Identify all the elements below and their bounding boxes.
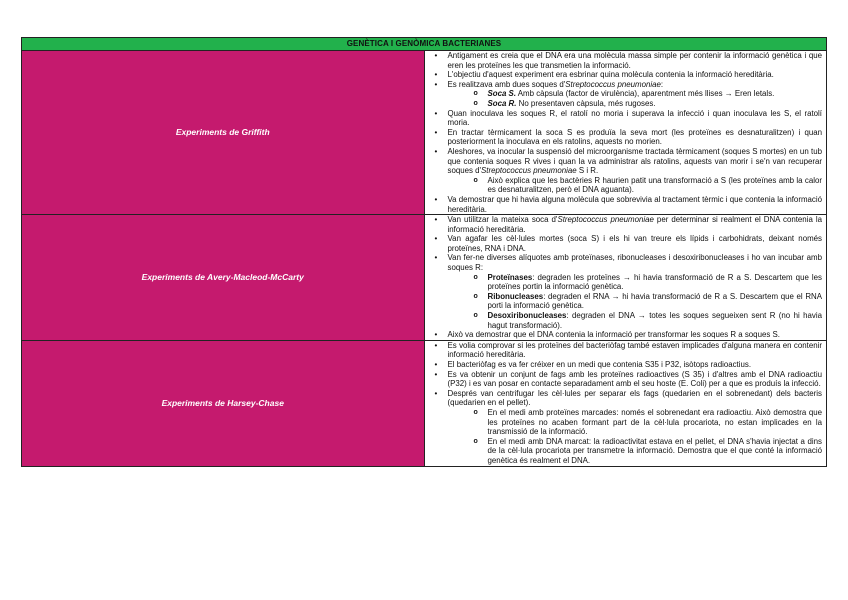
enzyme-name: Desoxiribonucleases [487, 311, 567, 321]
species-name: Streptococcus pneumoniae [557, 215, 654, 225]
list-item: • Es va obtenir un conjunt de fags amb les proteïnes radioactives (S 35) i d'altres amb el DNA radioactiu (P32) i es van posar en contacte separadament amb el seu hoste (E. Coli) per a que es produís la infecció. [425, 370, 827, 389]
row-griffith [22, 51, 827, 215]
label-griffith: Experiments de Griffith [22, 51, 425, 215]
content-avery [424, 215, 827, 341]
strain-name: Soca R. [487, 98, 517, 108]
text: : [660, 79, 664, 89]
content-hershey [424, 340, 827, 466]
list-item [425, 147, 827, 195]
list-item: • En tractar tèrmicament la soca S es produïa la seva mort (les proteïnes es desnaturalitzen) i quan posteriorment la inoculava en els ratolins, aquests no morien. [425, 128, 827, 147]
list-item [425, 215, 827, 234]
species-name: Streptococcus pneumoniae [481, 166, 577, 176]
content-griffith [424, 51, 827, 215]
enzyme-name: Ribonucleases [487, 291, 544, 301]
list-item: • Quan inoculava les soques R, el ratolí no moria i superava la infecció i quan inoculava les S, el ratolí moria. [425, 109, 827, 128]
species-name: Streptococcus pneumoniae [565, 79, 661, 89]
sub-item [448, 311, 823, 330]
row-hershey [22, 340, 827, 466]
summary-table [21, 37, 827, 467]
label-avery: Experiments de Avery-Macleod-McCarty [22, 215, 425, 341]
text: : degraden les proteïnes → hi havia transformació de R a S. Descartem que les proteïnes portin la informació genètica. [487, 272, 822, 292]
sub-item: o En el medi amb DNA marcat: la radioactivitat estava en el pellet, el DNA s'havia injectat a dins de la cèl·lula procariota per transmetre la informació. Demostra que el que conté la informació genètica és realment el DNA. [448, 437, 823, 466]
label-hershey: Experiments de Harsey-Chase [22, 340, 425, 466]
text: No presentaven càpsula, més rugoses. [516, 98, 656, 108]
text: Aleshores, va inocular la suspensió del microorganisme tractada tèrmicament (soques S mortes) en un tub que contenia soques R vives i quan la va administrar als ratolins, aquests van morir i se'n van recuperar soques d' [447, 146, 822, 176]
text: : degraden el DNA → totes les soques segueixen sent R (no hi havia hagut transformació). [487, 311, 822, 330]
list-item [425, 80, 827, 109]
text: per determinar si realment el DNA contenia la informació hereditària. [447, 215, 822, 234]
list-item [425, 253, 827, 330]
sub-item [448, 292, 823, 311]
list-item: • Va demostrar que hi havia alguna molècula que sobrevivia al tractament tèrmic i que contenia la informació hereditària. [425, 195, 827, 214]
enzyme-name: Proteïnases [487, 272, 533, 282]
table-title: GENÈTICA I GENÒMICA BACTERIANES [22, 38, 827, 51]
list-item: • L'objectiu d'aquest experiment era esbrinar quina molècula contenia la informació hereditària. [425, 70, 827, 80]
text: Van fer-ne diverses alíquotes amb proteïnases, ribonucleases i desoxiribonucleases i ho van incubar amb soques R: [447, 253, 822, 273]
list-item: • Es volia comprovar si les proteïnes del bacteriòfag també estaven implicades d'alguna manera en contenir informació hereditària. [425, 341, 827, 360]
sub-item [448, 99, 823, 109]
list-item: • Això va demostrar que el DNA contenia la informació per transformar les soques R a soques S. [425, 330, 827, 340]
sub-item: o Això explica que les bactèries R haurien patit una transformació a S (les proteïnes amb la calor es desnaturalitzen, però el DNA aguanta). [448, 176, 823, 195]
sub-item: o En el medi amb proteïnes marcades: només el sobrenedant era radioactiu. Això demostra que les proteïnes no acaben formant part de la cèl·lula procariota, no estan implicades en la transmissió de la informació. [448, 408, 823, 437]
list-item: • Van agafar les cèl·lules mortes (soca S) i els hi van treure els lípids i carbohidrats, deixant només proteïnes, RNA i DNA. [425, 234, 827, 253]
text: S i R. [576, 166, 599, 176]
list-item: • Antigament es creia que el DNA era una molècula massa simple per contenir la informació genètica i que eren les proteïnes les que transmetien la informació. [425, 51, 827, 70]
strain-name: Soca S. [487, 89, 517, 99]
text: Es realitzava amb dues soques d' [447, 79, 566, 89]
text: Després van centrifugar les cèl·lules per separar els fags (quedarien en el sobrenedant) dels bacteris (quedarien en el pellet). [447, 388, 822, 408]
text: Van utilitzar la mateixa soca d' [447, 215, 558, 225]
list-item: • El bacteriòfag es va fer créixer en un medi que contenia S35 i P32, isòtops radioactius. [425, 360, 827, 370]
list-item [425, 389, 827, 466]
sub-item [448, 89, 823, 99]
text: Amb càpsula (factor de virulència), aparentment més llises → Eren letals. [516, 89, 775, 99]
row-avery [22, 215, 827, 341]
sub-item [448, 273, 823, 292]
text: : degraden el RNA → hi havia transformació de R a S. Descartem que el RNA porti la informació genètica. [487, 291, 822, 311]
